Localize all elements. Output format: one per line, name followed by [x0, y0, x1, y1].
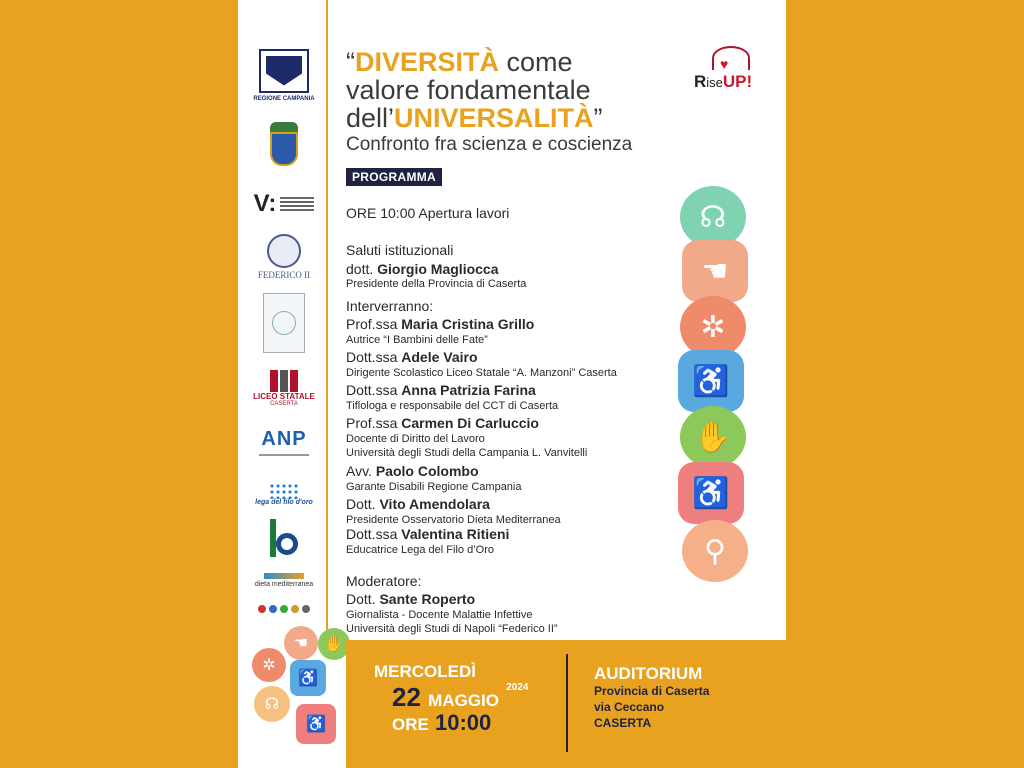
cognitive-icon: ✲: [680, 296, 746, 358]
venue-line-3: CASERTA: [594, 716, 652, 730]
greetings-speaker: dott. Giorgio Magliocca: [346, 261, 499, 277]
hearing-icon: ☊: [680, 186, 746, 248]
hands-icon: [712, 46, 750, 70]
speaker-name: Avv. Paolo Colombo: [346, 463, 479, 479]
title-line-3: dell’UNIVERSALITÀ”: [346, 103, 603, 133]
opening-time: ORE 10:00 Apertura lavori: [346, 205, 510, 221]
lega-filo-oro-logo: lega del filo d'oro: [246, 474, 322, 514]
speaker-name: Prof.ssa Carmen Di Carluccio: [346, 415, 539, 431]
federico-ii-logo: FEDERICO II: [246, 230, 322, 284]
partner-logos: [238, 40, 326, 640]
speaker-role: Presidente Osservatorio Dieta Mediterranea: [346, 514, 561, 526]
title-line-1: “DIVERSITÀ come: [346, 47, 573, 77]
greetings-label: Saluti istituzionali: [346, 242, 454, 258]
greetings-role: Presidente della Provincia di Caserta: [346, 278, 527, 290]
speaker-role: Dirigente Scolastico Liceo Statale “A. Manzoni” Caserta: [346, 367, 617, 379]
sign-language-icon: ✋: [680, 406, 746, 468]
blind-guide-logo: [246, 516, 322, 562]
speaker-name: Dott.ssa Anna Patrizia Farina: [346, 382, 536, 398]
speaker-name: Dott.ssa Valentina Ritieni: [346, 526, 510, 542]
hand-icon: ☚: [284, 626, 318, 660]
venue-name: AUDITORIUM: [594, 664, 703, 683]
event-day: MERCOLEDÌ: [374, 662, 476, 681]
moderator-role-2: Università degli Studi di Napoli “Federico II”: [346, 623, 558, 635]
riseup-logo: ♥ RiseUP!: [690, 44, 770, 94]
subtitle: Confronto fra scienza e coscienza: [346, 134, 633, 155]
book-cover-image: [246, 290, 322, 356]
sign-icon: ✋: [318, 628, 350, 660]
venue-line-2: via Ceccano: [594, 700, 665, 714]
wheelchair-small-icon: ♿: [296, 704, 336, 744]
anp-logo: ANP: [246, 422, 322, 462]
speaker-role-2: Università degli Studi della Campania L. Vanvitelli: [346, 447, 588, 459]
elderly-walker-icon: ♿: [678, 350, 744, 412]
heart-icon: ♥: [720, 56, 729, 72]
speaker-name: Dott.ssa Adele Vairo: [346, 349, 478, 365]
moderator-label: Moderatore:: [346, 573, 422, 589]
speaker-role: Autrice “I Bambini delle Fate”: [346, 334, 488, 346]
speaker-name: Prof.ssa Maria Cristina Grillo: [346, 316, 535, 332]
speaker-role: Tiflologa e responsabile del CCT di Caserta: [346, 400, 559, 412]
bottom-divider: [566, 654, 568, 752]
ear-icon: ☊: [254, 686, 290, 722]
venue-line-1: Provincia di Caserta: [594, 684, 710, 698]
speaker-name: Dott. Vito Amendolara: [346, 496, 490, 512]
small-logos-row: [246, 600, 322, 618]
head-icon: ✲: [252, 648, 286, 682]
moderator-role: Giornalista - Docente Malattie Infettive: [346, 609, 533, 621]
moderator-name: Dott. Sante Roperto: [346, 591, 476, 607]
wheelchair-icon: ♿: [678, 462, 744, 524]
provincia-caserta-crest: [246, 116, 322, 172]
vanvitelli-university-logo: V:: [246, 184, 322, 224]
dieta-mediterranea-logo: dieta mediterranea: [246, 562, 322, 598]
event-date: 22 MAGGIO $^{2024}$: [392, 682, 529, 712]
blind-person-icon: ⚲: [682, 520, 748, 582]
speakers-label: Interverranno:: [346, 298, 434, 314]
column-divider: [326, 0, 328, 640]
event-time: ORE 10:00: [392, 710, 492, 735]
speaker-role: Garante Disabili Regione Campania: [346, 481, 522, 493]
event-info-bar: [346, 640, 786, 768]
liceo-manzoni-logo: LICEO STATALE CASERTA: [246, 362, 322, 414]
event-poster: [238, 0, 786, 768]
title-line-2: valore fondamentale: [346, 75, 591, 105]
programma-badge: PROGRAMMA: [346, 168, 442, 186]
speaker-role: Docente di Diritto del Lavoro: [346, 433, 485, 445]
regione-campania-logo: REGIONE CAMPANIA: [246, 46, 322, 104]
walker-icon: ♿: [290, 660, 326, 696]
speaker-role: Educatrice Lega del Filo d’Oro: [346, 544, 494, 556]
braille-hand-icon: ☚: [682, 240, 748, 302]
